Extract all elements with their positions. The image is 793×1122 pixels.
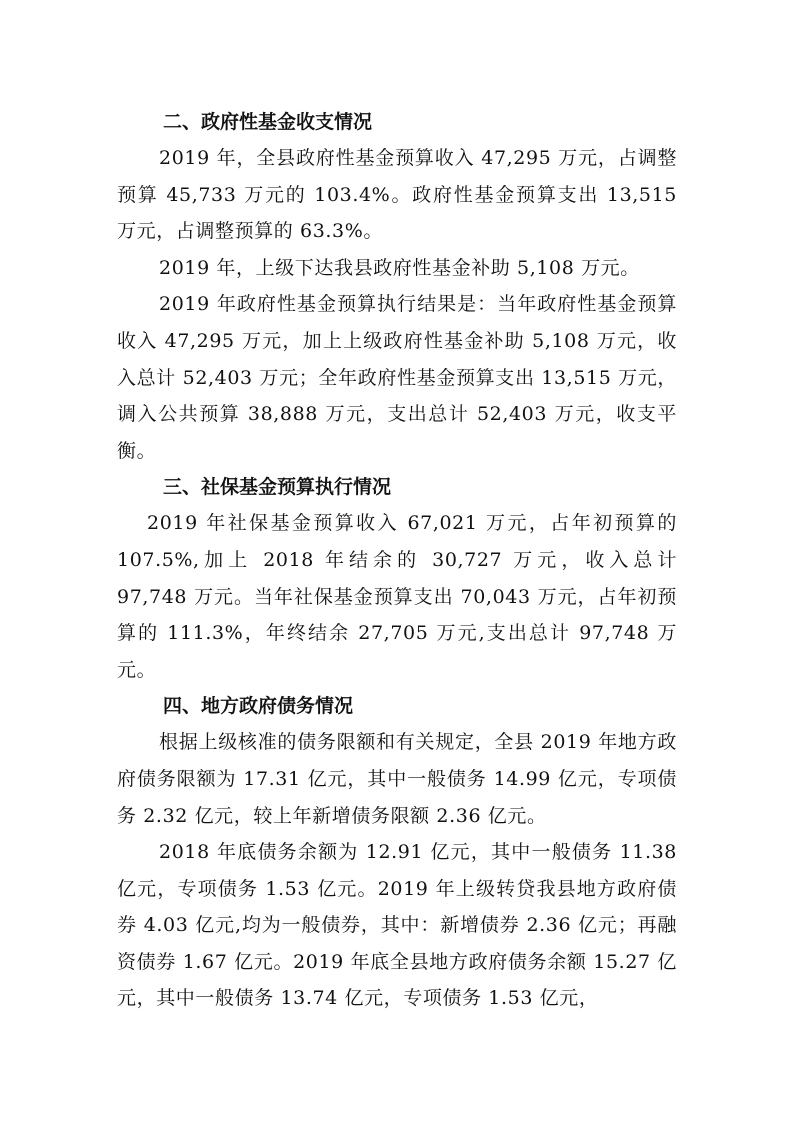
document-body <box>117 104 677 1017</box>
paragraph-social-security-budget: 2019 年社保基金预算收入 67,021 万元，占年初预算的 107.5%,加上 2018 年结余的 30,727 万元，收入总计 97,748 万元。当年社保基金预算支出 70,043 万元，占年初预算的 111.3%，年终结余 27,705 万元,支出总计 97,748 万元。 <box>117 512 677 681</box>
paragraph-fund-subsidy: 2019 年，上级下达我县政府性基金补助 5,108 万元。 <box>159 256 640 279</box>
paragraph-debt-limit: 根据上级核准的债务限额和有关规定，全县 2019 年地方政府债务限额为 17.31 亿元，其中一般债务 14.99 亿元，专项债务 2.32 亿元，较上年新增债务限额 2.36 亿元。 <box>117 731 677 827</box>
section-heading-local-debt: 四、地方政府债务情况 <box>163 695 354 718</box>
paragraph-debt-balance: 2018 年底债务余额为 12.91 亿元，其中一般债务 11.38 亿元，专项债务 1.53 亿元。2019 年上级转贷我县地方政府债券 4.03 亿元,均为一般债券，其中：新增债券 2.36 亿元；再融资债券 1.67 亿元。2019 年底全县地方政府债务余额 15.27 亿元，其中一般债务 13.74 亿元，专项债务 1.53 亿元， <box>117 841 677 1010</box>
paragraph-fund-revenue-expenditure: 2019 年，全县政府性基金预算收入 47,295 万元，占调整预算 45,733 万元的 103.4%。政府性基金预算支出 13,515 万元，占调整预算的 63.3%。 <box>117 147 677 243</box>
section-heading-government-funds: 二、政府性基金收支情况 <box>163 111 373 133</box>
paragraph-fund-execution-result: 2019 年政府性基金预算执行结果是：当年政府性基金预算收入 47,295 万元，加上上级政府性基金补助 5,108 万元，收入总计 52,403 万元；全年政府性基金预算支出 13,515 万元，调入公共预算 38,888 万元，支出总计 52,403 万元，收支平衡。 <box>117 293 677 462</box>
section-heading-social-security: 三、社保基金预算执行情况 <box>163 476 392 499</box>
